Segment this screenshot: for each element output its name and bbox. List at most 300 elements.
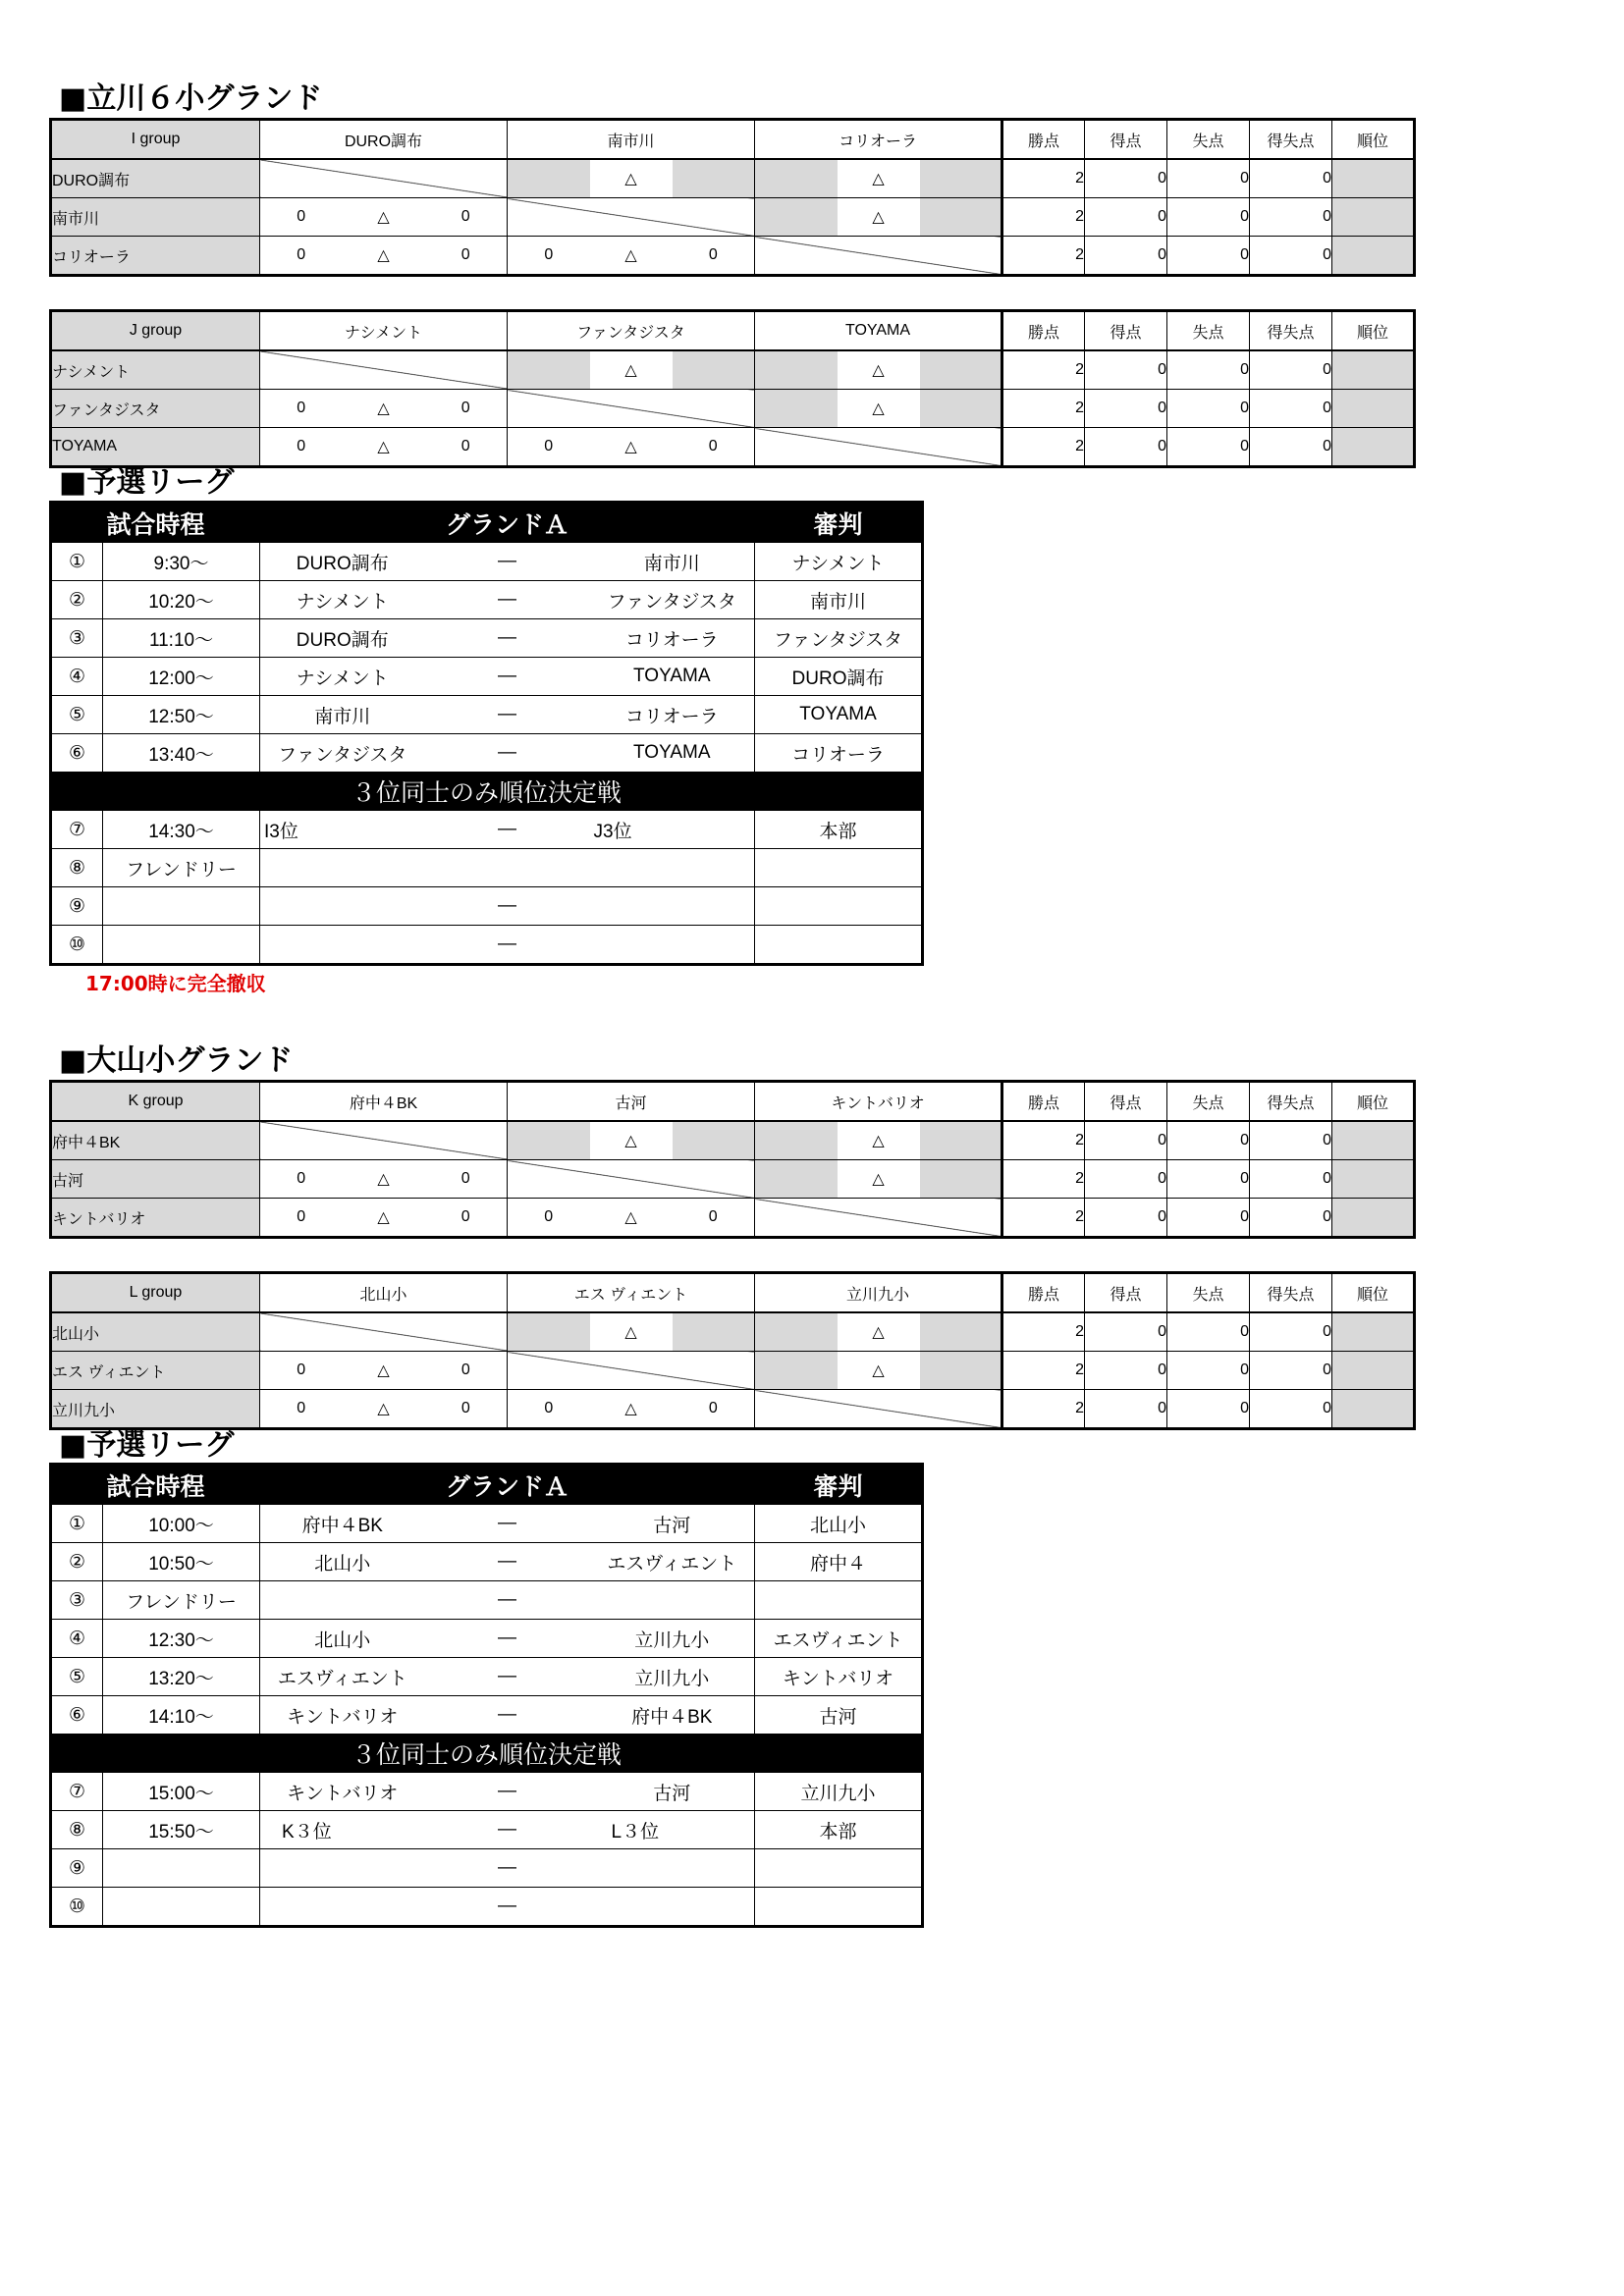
result-home-score: 0	[508, 1199, 590, 1238]
result-home-score	[755, 1121, 838, 1160]
result-away-score: 0	[673, 237, 755, 276]
match-number: ⑨	[51, 1849, 103, 1888]
home-team	[260, 1849, 425, 1888]
result-home-score: 0	[260, 428, 343, 467]
group-row	[51, 1199, 1415, 1238]
team-column-header: キントバリオ	[755, 1082, 1002, 1122]
goals-against-cell: 0	[1167, 159, 1250, 198]
match-schedule-table	[49, 1463, 924, 1928]
result-home-score	[755, 350, 838, 390]
team-row-label: 古河	[51, 1160, 260, 1199]
goal-difference-cell: 0	[1250, 1199, 1332, 1238]
group-label: L group	[51, 1273, 260, 1313]
referee-team	[755, 1888, 923, 1927]
goals-against-cell: 0	[1167, 1390, 1250, 1429]
match-number: ⑤	[51, 1658, 103, 1696]
result-home-score	[755, 159, 838, 198]
match-row	[51, 1696, 923, 1735]
team-column-header: 府中４BK	[260, 1082, 508, 1122]
match-row	[51, 658, 923, 696]
versus-separator: —	[425, 581, 590, 619]
home-team: 北山小	[260, 1620, 425, 1658]
group-header-row	[51, 120, 1415, 160]
group-row	[51, 237, 1415, 276]
placement-banner-row	[51, 1735, 923, 1773]
result-away-score: 0	[425, 1390, 508, 1429]
referee-team: DURO調布	[755, 658, 923, 696]
goals-for-cell: 0	[1085, 428, 1167, 467]
away-team: 立川九小	[590, 1658, 755, 1696]
result-mark: △	[590, 428, 673, 467]
self-match-diagonal-cell	[508, 1160, 755, 1199]
result-mark: △	[590, 237, 673, 276]
goal-difference-cell: 0	[1250, 237, 1332, 276]
result-home-score: 0	[260, 1160, 343, 1199]
result-away-score: 0	[425, 198, 508, 237]
referee-team: TOYAMA	[755, 696, 923, 734]
home-team: ファンタジスタ	[260, 734, 425, 773]
result-home-score: 0	[260, 1199, 343, 1238]
match-time: 15:50～	[103, 1811, 260, 1849]
goals-for-cell: 0	[1085, 1121, 1167, 1160]
team-row-label: 府中４BK	[51, 1121, 260, 1160]
match-time: 14:10～	[103, 1696, 260, 1735]
home-team	[260, 1581, 425, 1620]
result-away-score	[920, 350, 1002, 390]
result-mark: △	[590, 1312, 673, 1352]
match-row	[51, 1888, 923, 1927]
self-match-diagonal-cell	[260, 159, 508, 198]
match-number: ⑤	[51, 696, 103, 734]
versus-separator: —	[425, 1620, 590, 1658]
versus-separator: —	[425, 734, 590, 773]
stat-header: 勝点	[1002, 1082, 1085, 1122]
rank-cell	[1332, 1160, 1415, 1199]
home-team	[260, 1888, 425, 1927]
result-mark: △	[838, 159, 920, 198]
result-away-score: 0	[673, 1390, 755, 1429]
group-standings-table	[49, 1271, 1416, 1430]
match-row	[51, 734, 923, 773]
match-row	[51, 926, 923, 965]
result-away-score: 0	[425, 1160, 508, 1199]
result-home-score: 0	[508, 1390, 590, 1429]
result-home-score	[508, 1121, 590, 1160]
match-time	[103, 1888, 260, 1927]
referee-team: エスヴィエント	[755, 1620, 923, 1658]
versus-separator: —	[425, 1811, 590, 1849]
points-cell: 2	[1002, 428, 1085, 467]
result-home-score	[755, 1160, 838, 1199]
result-mark: △	[343, 1160, 425, 1199]
match-row	[51, 1773, 923, 1811]
ground-title: ■立川６小グランド	[59, 81, 323, 116]
versus-separator: —	[425, 619, 590, 658]
result-home-score: 0	[508, 428, 590, 467]
rank-cell	[1332, 198, 1415, 237]
match-time: 10:50～	[103, 1543, 260, 1581]
home-team	[260, 887, 425, 926]
match-number: ⑧	[51, 1811, 103, 1849]
match-number: ⑦	[51, 811, 103, 849]
self-match-diagonal-cell	[755, 1199, 1002, 1238]
goal-difference-cell: 0	[1250, 390, 1332, 428]
match-row	[51, 1620, 923, 1658]
home-team	[260, 849, 425, 887]
home-team: ナシメント	[260, 581, 425, 619]
group-label: K group	[51, 1082, 260, 1122]
result-mark: △	[343, 198, 425, 237]
home-team: キントバリオ	[260, 1696, 425, 1735]
away-team	[590, 1581, 755, 1620]
team-row-label: ナシメント	[51, 350, 260, 390]
result-away-score	[673, 350, 755, 390]
match-number: ⑧	[51, 849, 103, 887]
stat-header: 得失点	[1250, 120, 1332, 160]
result-away-score	[920, 1121, 1002, 1160]
result-away-score	[920, 159, 1002, 198]
group-header-row	[51, 311, 1415, 351]
group-row	[51, 350, 1415, 390]
stat-header: 勝点	[1002, 120, 1085, 160]
goal-difference-cell: 0	[1250, 1312, 1332, 1352]
result-away-score	[673, 159, 755, 198]
away-team: J3位	[590, 811, 755, 849]
self-match-diagonal-cell	[508, 390, 755, 428]
match-time: 10:20～	[103, 581, 260, 619]
result-mark: △	[590, 350, 673, 390]
closing-note: 17:00時に完全撤収	[85, 972, 266, 995]
points-cell: 2	[1002, 198, 1085, 237]
schedule-header-row	[51, 1465, 923, 1505]
goals-for-cell: 0	[1085, 1390, 1167, 1429]
goal-difference-cell: 0	[1250, 1121, 1332, 1160]
result-home-score: 0	[260, 1352, 343, 1390]
placement-banner: ３位同士のみ順位決定戦	[51, 1735, 923, 1773]
points-cell: 2	[1002, 1390, 1085, 1429]
goals-for-cell: 0	[1085, 237, 1167, 276]
match-time: 12:00～	[103, 658, 260, 696]
versus-separator	[425, 849, 590, 887]
versus-separator: —	[425, 696, 590, 734]
versus-separator: —	[425, 658, 590, 696]
referee-team: 本部	[755, 1811, 923, 1849]
rank-cell	[1332, 1199, 1415, 1238]
self-match-diagonal-cell	[508, 1352, 755, 1390]
home-team: DURO調布	[260, 619, 425, 658]
group-row	[51, 1312, 1415, 1352]
referee-team: 南市川	[755, 581, 923, 619]
home-team: エスヴィエント	[260, 1658, 425, 1696]
match-row	[51, 543, 923, 581]
result-mark: △	[343, 1352, 425, 1390]
away-team: TOYAMA	[590, 734, 755, 773]
result-mark: △	[590, 159, 673, 198]
goals-against-cell: 0	[1167, 1352, 1250, 1390]
goals-against-cell: 0	[1167, 350, 1250, 390]
team-column-header: コリオーラ	[755, 120, 1002, 160]
team-column-header: DURO調布	[260, 120, 508, 160]
team-row-label: TOYAMA	[51, 428, 260, 467]
match-number: ②	[51, 1543, 103, 1581]
result-mark: △	[343, 1199, 425, 1238]
referee-team: ナシメント	[755, 543, 923, 581]
away-team: エスヴィエント	[590, 1543, 755, 1581]
stat-header: 得失点	[1250, 311, 1332, 351]
self-match-diagonal-cell	[755, 428, 1002, 467]
schedule-title: ■予選リーグ	[59, 465, 235, 500]
team-row-label: ファンタジスタ	[51, 390, 260, 428]
home-team: DURO調布	[260, 543, 425, 581]
team-row-label: キントバリオ	[51, 1199, 260, 1238]
match-number: ③	[51, 1581, 103, 1620]
away-team: 南市川	[590, 543, 755, 581]
versus-separator: —	[425, 1543, 590, 1581]
self-match-diagonal-cell	[508, 198, 755, 237]
result-away-score	[920, 1312, 1002, 1352]
result-away-score: 0	[425, 1199, 508, 1238]
match-row	[51, 887, 923, 926]
result-mark: △	[343, 390, 425, 428]
match-time: 13:20～	[103, 1658, 260, 1696]
result-mark: △	[838, 1352, 920, 1390]
result-away-score	[673, 1121, 755, 1160]
referee-team: 本部	[755, 811, 923, 849]
away-team: 古河	[590, 1773, 755, 1811]
match-number: ⑩	[51, 926, 103, 965]
goals-for-cell: 0	[1085, 159, 1167, 198]
goals-against-cell: 0	[1167, 1199, 1250, 1238]
match-row	[51, 811, 923, 849]
team-row-label: 南市川	[51, 198, 260, 237]
versus-separator: —	[425, 1505, 590, 1543]
match-row	[51, 1543, 923, 1581]
result-home-score	[755, 390, 838, 428]
stat-header: 失点	[1167, 1082, 1250, 1122]
result-home-score	[508, 350, 590, 390]
match-time: フレンドリー	[103, 849, 260, 887]
group-standings-table	[49, 309, 1416, 468]
match-row	[51, 1658, 923, 1696]
schedule-time-header: 試合時程	[51, 1465, 260, 1505]
versus-separator: —	[425, 811, 590, 849]
match-number: ②	[51, 581, 103, 619]
result-mark: △	[838, 1312, 920, 1352]
stat-header: 勝点	[1002, 311, 1085, 351]
versus-separator: —	[425, 887, 590, 926]
referee-team	[755, 926, 923, 965]
match-row	[51, 696, 923, 734]
group-row	[51, 1160, 1415, 1199]
schedule-referee-header: 審判	[755, 503, 923, 543]
result-home-score: 0	[260, 237, 343, 276]
goal-difference-cell: 0	[1250, 350, 1332, 390]
match-number: ⑦	[51, 1773, 103, 1811]
goals-against-cell: 0	[1167, 1121, 1250, 1160]
group-label: J group	[51, 311, 260, 351]
group-standings-table	[49, 118, 1416, 277]
versus-separator: —	[425, 543, 590, 581]
goal-difference-cell: 0	[1250, 198, 1332, 237]
match-time: 12:50～	[103, 696, 260, 734]
result-mark: △	[838, 1160, 920, 1199]
away-team: 立川九小	[590, 1620, 755, 1658]
match-number: ⑥	[51, 734, 103, 773]
away-team	[590, 1849, 755, 1888]
stat-header: 順位	[1332, 1273, 1415, 1313]
stat-header: 順位	[1332, 1082, 1415, 1122]
goals-for-cell: 0	[1085, 1352, 1167, 1390]
result-mark: △	[590, 1121, 673, 1160]
self-match-diagonal-cell	[755, 1390, 1002, 1429]
team-column-header: ファンタジスタ	[508, 311, 755, 351]
self-match-diagonal-cell	[260, 1121, 508, 1160]
away-team	[590, 926, 755, 965]
goals-against-cell: 0	[1167, 1160, 1250, 1199]
home-team: キントバリオ	[260, 1773, 425, 1811]
away-team	[590, 887, 755, 926]
match-time: 13:40～	[103, 734, 260, 773]
group-row	[51, 428, 1415, 467]
result-mark: △	[343, 428, 425, 467]
result-home-score	[755, 198, 838, 237]
match-number: ⑥	[51, 1696, 103, 1735]
match-time: 12:30～	[103, 1620, 260, 1658]
placement-banner-row	[51, 773, 923, 811]
match-number: ①	[51, 1505, 103, 1543]
points-cell: 2	[1002, 237, 1085, 276]
versus-separator: —	[425, 1888, 590, 1927]
away-team: 府中４BK	[590, 1696, 755, 1735]
goal-difference-cell: 0	[1250, 1390, 1332, 1429]
points-cell: 2	[1002, 1199, 1085, 1238]
goals-for-cell: 0	[1085, 350, 1167, 390]
rank-cell	[1332, 237, 1415, 276]
away-team: L３位	[590, 1811, 755, 1849]
ground-title: ■大山小グランド	[59, 1043, 294, 1078]
home-team: ナシメント	[260, 658, 425, 696]
group-row	[51, 159, 1415, 198]
result-home-score	[508, 159, 590, 198]
home-team: K３位	[260, 1811, 425, 1849]
referee-team	[755, 849, 923, 887]
team-column-header: 立川九小	[755, 1273, 1002, 1313]
points-cell: 2	[1002, 390, 1085, 428]
match-row	[51, 1581, 923, 1620]
referee-team	[755, 1581, 923, 1620]
result-home-score: 0	[508, 237, 590, 276]
points-cell: 2	[1002, 1160, 1085, 1199]
goals-for-cell: 0	[1085, 1199, 1167, 1238]
referee-team: 府中４	[755, 1543, 923, 1581]
match-row	[51, 1505, 923, 1543]
rank-cell	[1332, 350, 1415, 390]
match-time: フレンドリー	[103, 1581, 260, 1620]
match-time: 14:30～	[103, 811, 260, 849]
schedule-header-row	[51, 503, 923, 543]
goals-against-cell: 0	[1167, 390, 1250, 428]
points-cell: 2	[1002, 159, 1085, 198]
team-row-label: コリオーラ	[51, 237, 260, 276]
versus-separator: —	[425, 1696, 590, 1735]
stat-header: 順位	[1332, 120, 1415, 160]
goal-difference-cell: 0	[1250, 159, 1332, 198]
schedule-referee-header: 審判	[755, 1465, 923, 1505]
self-match-diagonal-cell	[260, 350, 508, 390]
result-away-score: 0	[425, 1352, 508, 1390]
match-time	[103, 887, 260, 926]
goals-against-cell: 0	[1167, 237, 1250, 276]
result-mark: △	[590, 1390, 673, 1429]
goal-difference-cell: 0	[1250, 428, 1332, 467]
goal-difference-cell: 0	[1250, 1160, 1332, 1199]
away-team	[590, 849, 755, 887]
goals-against-cell: 0	[1167, 1312, 1250, 1352]
home-team: I3位	[260, 811, 425, 849]
points-cell: 2	[1002, 1312, 1085, 1352]
schedule-ground-header: グランドＡ	[260, 503, 755, 543]
home-team: 府中４BK	[260, 1505, 425, 1543]
rank-cell	[1332, 1352, 1415, 1390]
result-home-score	[755, 1352, 838, 1390]
match-number: ④	[51, 658, 103, 696]
team-column-header: 古河	[508, 1082, 755, 1122]
goals-for-cell: 0	[1085, 198, 1167, 237]
home-team: 南市川	[260, 696, 425, 734]
match-time: 11:10～	[103, 619, 260, 658]
referee-team	[755, 1849, 923, 1888]
match-schedule-table	[49, 501, 924, 966]
group-header-row	[51, 1273, 1415, 1313]
rank-cell	[1332, 159, 1415, 198]
versus-separator: —	[425, 1849, 590, 1888]
rank-cell	[1332, 390, 1415, 428]
result-away-score	[920, 390, 1002, 428]
placement-banner: ３位同士のみ順位決定戦	[51, 773, 923, 811]
stat-header: 得点	[1085, 120, 1167, 160]
team-column-header: 北山小	[260, 1273, 508, 1313]
schedule-title: ■予選リーグ	[59, 1428, 235, 1463]
away-team: 古河	[590, 1505, 755, 1543]
referee-team: 立川九小	[755, 1773, 923, 1811]
team-row-label: 北山小	[51, 1312, 260, 1352]
result-home-score: 0	[260, 198, 343, 237]
result-mark: △	[838, 198, 920, 237]
match-row	[51, 1849, 923, 1888]
stat-header: 勝点	[1002, 1273, 1085, 1313]
versus-separator: —	[425, 1581, 590, 1620]
group-row	[51, 390, 1415, 428]
result-away-score: 0	[425, 428, 508, 467]
team-column-header: 南市川	[508, 120, 755, 160]
result-away-score	[920, 198, 1002, 237]
group-row	[51, 1121, 1415, 1160]
stat-header: 順位	[1332, 311, 1415, 351]
referee-team: 北山小	[755, 1505, 923, 1543]
team-row-label: DURO調布	[51, 159, 260, 198]
referee-team	[755, 887, 923, 926]
self-match-diagonal-cell	[260, 1312, 508, 1352]
result-away-score	[920, 1160, 1002, 1199]
group-header-row	[51, 1082, 1415, 1122]
match-number: ⑩	[51, 1888, 103, 1927]
match-number: ④	[51, 1620, 103, 1658]
match-row	[51, 1811, 923, 1849]
schedule-ground-header: グランドＡ	[260, 1465, 755, 1505]
match-time: 9:30～	[103, 543, 260, 581]
points-cell: 2	[1002, 1352, 1085, 1390]
referee-team: コリオーラ	[755, 734, 923, 773]
